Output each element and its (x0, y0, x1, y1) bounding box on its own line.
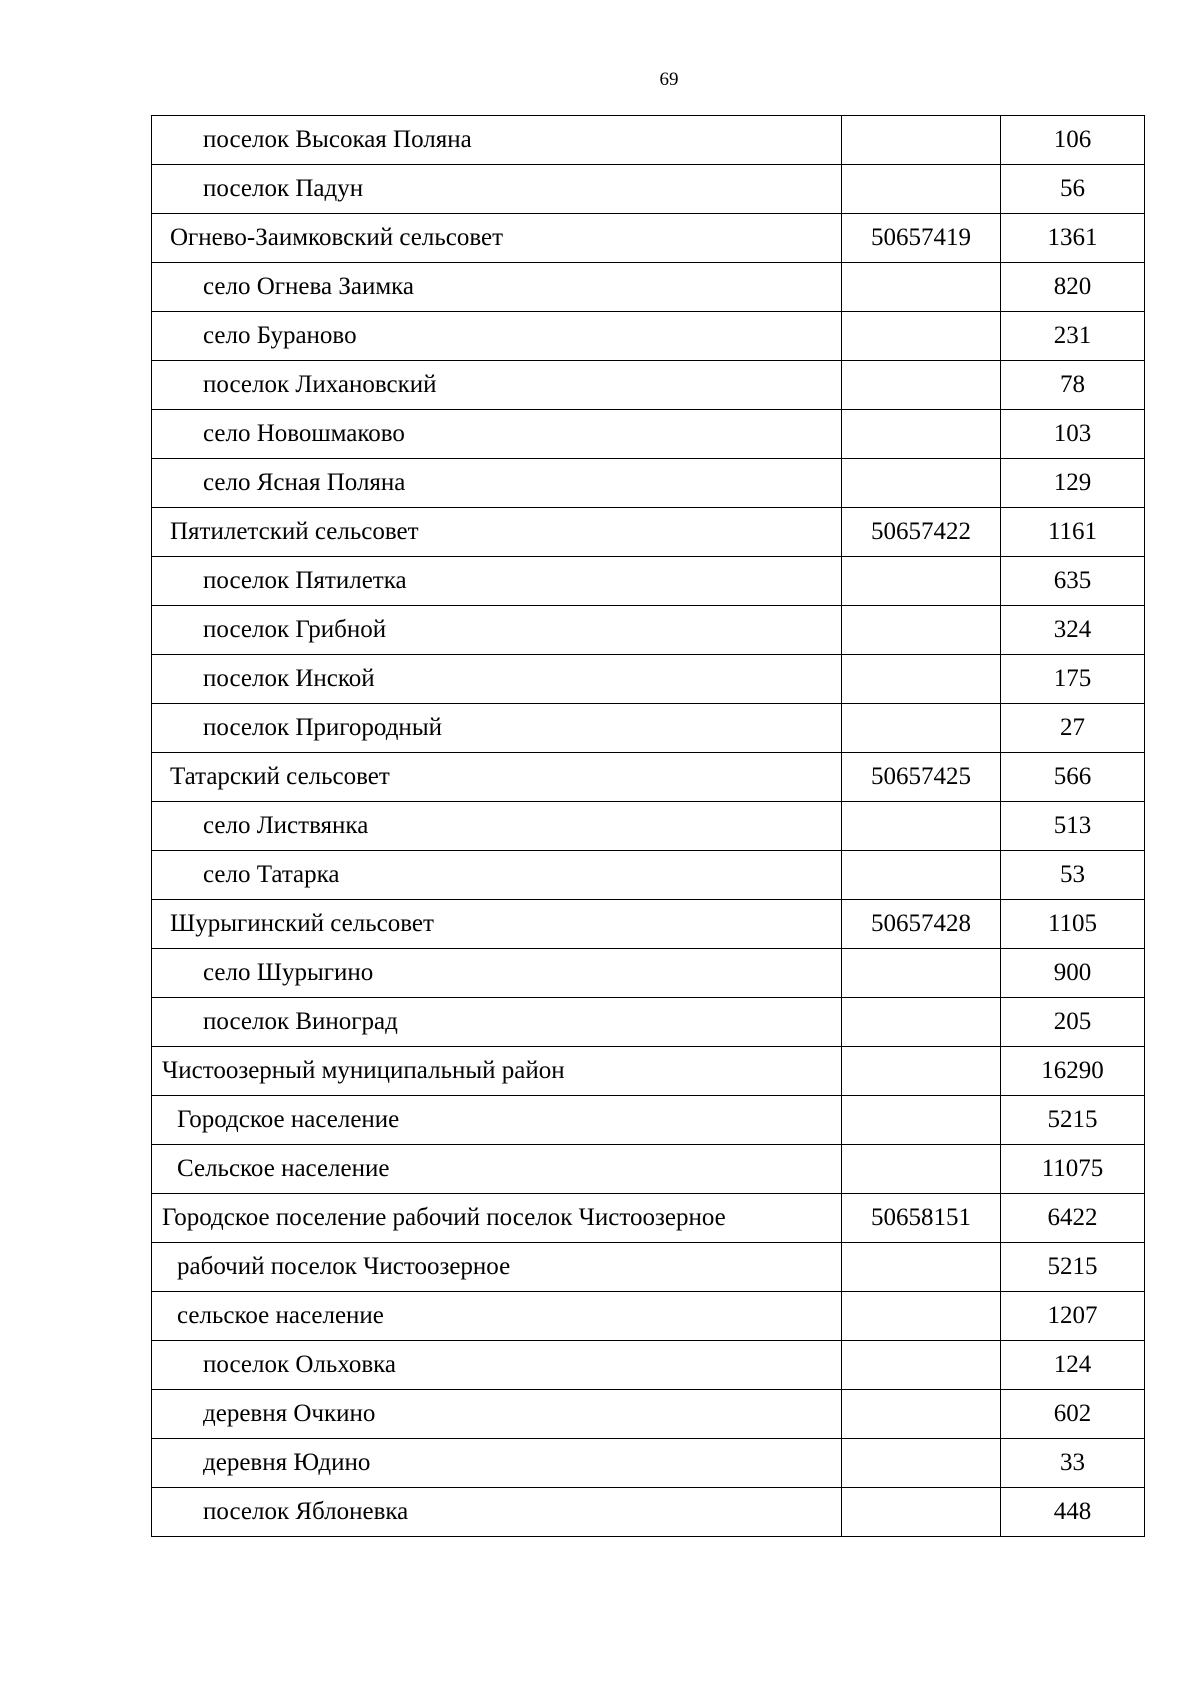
population-cell: 53 (1001, 851, 1145, 900)
settlement-name-cell: Чистоозерный муниципальный район (152, 1047, 842, 1096)
settlement-name-cell: село Ясная Поляна (152, 459, 842, 508)
settlement-name-cell: поселок Грибной (152, 606, 842, 655)
population-cell: 324 (1001, 606, 1145, 655)
settlement-name-cell: поселок Инской (152, 655, 842, 704)
table-row (152, 508, 1145, 557)
oktmo-code-cell (842, 998, 1001, 1047)
oktmo-code-cell: 50657419 (842, 214, 1001, 263)
population-cell: 566 (1001, 753, 1145, 802)
oktmo-code-cell: 50657425 (842, 753, 1001, 802)
settlement-name-cell: Городское поселение рабочий поселок Чистоозерное (152, 1194, 842, 1243)
settlement-name-cell: Сельское население (152, 1145, 842, 1194)
oktmo-code-cell (842, 410, 1001, 459)
settlement-name-cell: поселок Пятилетка (152, 557, 842, 606)
settlement-name-cell: Татарский сельсовет (152, 753, 842, 802)
oktmo-code-cell (842, 361, 1001, 410)
population-cell: 231 (1001, 312, 1145, 361)
population-cell: 129 (1001, 459, 1145, 508)
population-cell: 103 (1001, 410, 1145, 459)
table-row (152, 998, 1145, 1047)
table-body (152, 116, 1145, 1537)
table-row (152, 1292, 1145, 1341)
population-cell: 1361 (1001, 214, 1145, 263)
population-cell: 175 (1001, 655, 1145, 704)
settlement-name-cell: Шурыгинский сельсовет (152, 900, 842, 949)
oktmo-code-cell: 50657428 (842, 900, 1001, 949)
settlement-name-cell: поселок Высокая Поляна (152, 116, 842, 165)
oktmo-code-cell (842, 1096, 1001, 1145)
oktmo-code-cell: 50657422 (842, 508, 1001, 557)
oktmo-code-cell (842, 459, 1001, 508)
oktmo-code-cell (842, 557, 1001, 606)
settlement-name-cell: рабочий поселок Чистоозерное (152, 1243, 842, 1292)
settlement-name-cell: Огнево-Заимковский сельсовет (152, 214, 842, 263)
table-row (152, 606, 1145, 655)
population-cell: 635 (1001, 557, 1145, 606)
table-row (152, 1243, 1145, 1292)
oktmo-code-cell (842, 1488, 1001, 1537)
population-cell: 6422 (1001, 1194, 1145, 1243)
table-row (152, 1047, 1145, 1096)
settlement-name-cell: поселок Виноград (152, 998, 842, 1047)
table-row (152, 1488, 1145, 1537)
settlement-name-cell: деревня Очкино (152, 1390, 842, 1439)
oktmo-code-cell (842, 1145, 1001, 1194)
oktmo-code-cell: 50658151 (842, 1194, 1001, 1243)
settlements-table (151, 115, 1145, 1537)
population-cell: 5215 (1001, 1243, 1145, 1292)
population-cell: 78 (1001, 361, 1145, 410)
table-row (152, 263, 1145, 312)
table-row (152, 949, 1145, 998)
table-row (152, 459, 1145, 508)
settlement-name-cell: село Огнева Заимка (152, 263, 842, 312)
oktmo-code-cell (842, 1292, 1001, 1341)
table-row (152, 851, 1145, 900)
oktmo-code-cell (842, 655, 1001, 704)
table-row (152, 1341, 1145, 1390)
settlement-name-cell: поселок Пригородный (152, 704, 842, 753)
page-number: 69 (659, 69, 679, 90)
oktmo-code-cell (842, 312, 1001, 361)
population-cell: 11075 (1001, 1145, 1145, 1194)
population-cell: 205 (1001, 998, 1145, 1047)
population-cell: 106 (1001, 116, 1145, 165)
settlement-name-cell: село Новошмаково (152, 410, 842, 459)
oktmo-code-cell (842, 165, 1001, 214)
population-cell: 124 (1001, 1341, 1145, 1390)
settlement-name-cell: сельское население (152, 1292, 842, 1341)
table-row (152, 116, 1145, 165)
settlement-name-cell: поселок Лихановский (152, 361, 842, 410)
table-row (152, 1145, 1145, 1194)
oktmo-code-cell (842, 851, 1001, 900)
population-cell: 1105 (1001, 900, 1145, 949)
table-row (152, 655, 1145, 704)
population-cell: 33 (1001, 1439, 1145, 1488)
oktmo-code-cell (842, 116, 1001, 165)
table-row (152, 704, 1145, 753)
population-cell: 1207 (1001, 1292, 1145, 1341)
settlement-name-cell: село Шурыгино (152, 949, 842, 998)
settlement-name-cell: поселок Падун (152, 165, 842, 214)
population-cell: 820 (1001, 263, 1145, 312)
oktmo-code-cell (842, 606, 1001, 655)
oktmo-code-cell (842, 1243, 1001, 1292)
population-cell: 5215 (1001, 1096, 1145, 1145)
table-row (152, 165, 1145, 214)
table-row (152, 312, 1145, 361)
settlement-name-cell: поселок Яблоневка (152, 1488, 842, 1537)
oktmo-code-cell (842, 949, 1001, 998)
table-row (152, 557, 1145, 606)
table-row (152, 214, 1145, 263)
population-cell: 602 (1001, 1390, 1145, 1439)
population-cell: 513 (1001, 802, 1145, 851)
oktmo-code-cell (842, 263, 1001, 312)
oktmo-code-cell (842, 1390, 1001, 1439)
settlement-name-cell: село Бураново (152, 312, 842, 361)
oktmo-code-cell (842, 1341, 1001, 1390)
settlement-name-cell: Пятилетский сельсовет (152, 508, 842, 557)
table-row (152, 900, 1145, 949)
population-cell: 448 (1001, 1488, 1145, 1537)
population-cell: 900 (1001, 949, 1145, 998)
table-row (152, 410, 1145, 459)
population-cell: 27 (1001, 704, 1145, 753)
table-row (152, 1194, 1145, 1243)
settlement-name-cell: поселок Ольховка (152, 1341, 842, 1390)
oktmo-code-cell (842, 1047, 1001, 1096)
oktmo-code-cell (842, 802, 1001, 851)
settlement-name-cell: село Татарка (152, 851, 842, 900)
settlement-name-cell: село Листвянка (152, 802, 842, 851)
table-row (152, 753, 1145, 802)
population-cell: 16290 (1001, 1047, 1145, 1096)
population-cell: 56 (1001, 165, 1145, 214)
settlement-name-cell: деревня Юдино (152, 1439, 842, 1488)
table-row (152, 1390, 1145, 1439)
table-row (152, 361, 1145, 410)
oktmo-code-cell (842, 704, 1001, 753)
table-row (152, 1439, 1145, 1488)
table-row (152, 802, 1145, 851)
settlement-name-cell: Городское население (152, 1096, 842, 1145)
population-cell: 1161 (1001, 508, 1145, 557)
table-row (152, 1096, 1145, 1145)
oktmo-code-cell (842, 1439, 1001, 1488)
